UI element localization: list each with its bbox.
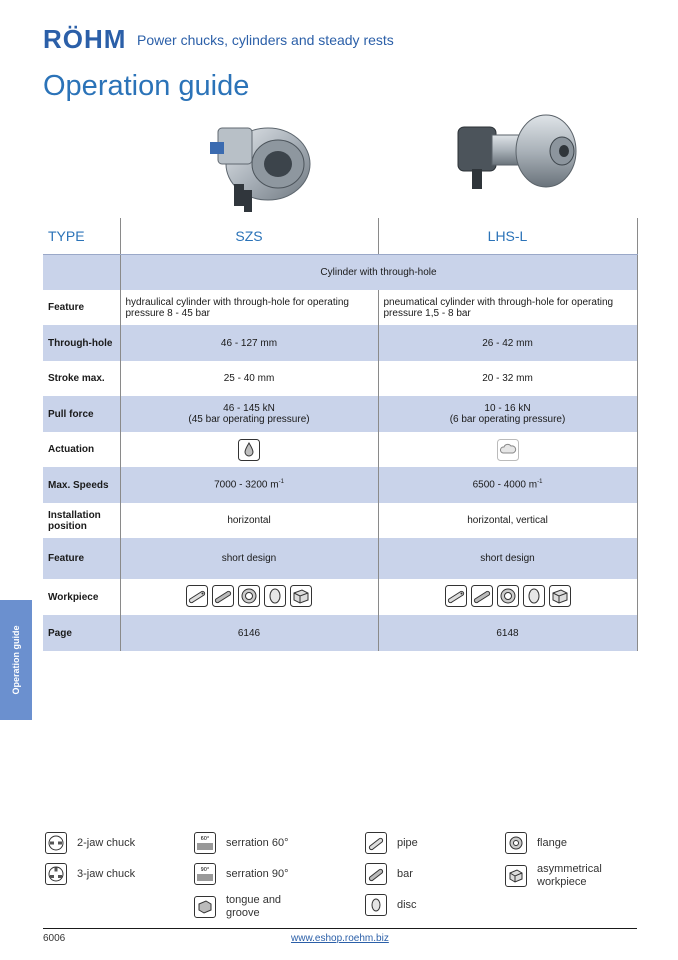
row-label: Workpiece: [43, 579, 120, 615]
legend-item: [45, 832, 135, 854]
lhs-l-product-image: [450, 113, 582, 197]
disc-icon: [365, 894, 387, 916]
row-label: Through-hole: [43, 325, 120, 361]
legend: [45, 832, 645, 922]
table-row: [43, 432, 637, 467]
table-row: [43, 290, 637, 325]
szs-feature: hydraulical cylinder with through-hole for operating pressure 8 - 45 bar: [120, 290, 378, 325]
table-row: [43, 579, 637, 615]
legend-label: serration 60°: [226, 836, 289, 849]
lhs-speed: [378, 467, 637, 503]
type-label: TYPE: [43, 218, 120, 254]
category-cell: Cylinder with through-hole: [120, 254, 637, 290]
row-label: Installation position: [43, 503, 120, 538]
serration-90-icon: [194, 863, 216, 885]
row-label: Actuation: [43, 432, 120, 467]
szs-stroke: 25 - 40 mm: [120, 361, 378, 396]
pipe-icon: [445, 585, 467, 607]
table-row: [43, 538, 637, 579]
lhs-pull-force-note: (6 bar operating pressure): [449, 414, 566, 425]
legend-label: asymmetrical workpiece: [537, 863, 602, 888]
szs-pull-force-note: (45 bar operating pressure): [188, 414, 310, 425]
row-label: Feature: [43, 290, 120, 325]
table-row: [43, 615, 637, 651]
lhs-speed-value: 6500 - 4000 m: [472, 479, 538, 491]
lhs-design: short design: [378, 538, 637, 579]
legend-label: bar: [397, 867, 413, 880]
bar-icon: [471, 585, 493, 607]
legend-label: pipe: [397, 836, 418, 849]
footer-divider: [43, 928, 637, 929]
lhs-speed-unit-exponent: -1: [537, 479, 543, 486]
szs-workpiece-icons: [186, 585, 312, 607]
legend-item: [365, 863, 413, 885]
lhs-feature: pneumatical cylinder with through-hole for operating pressure 1,5 - 8 bar: [378, 290, 637, 325]
asymmetrical-workpiece-icon: [505, 865, 527, 887]
lhs-pull-force: [378, 396, 637, 432]
column-lhs-l: LHS-L: [378, 218, 637, 254]
table-row: [43, 503, 637, 538]
column-szs: SZS: [120, 218, 378, 254]
brand-logo: RÖHM: [43, 24, 127, 54]
asymmetrical-workpiece-icon: [549, 585, 571, 607]
szs-design: short design: [120, 538, 378, 579]
disc-icon: [264, 585, 286, 607]
flange-icon: [238, 585, 260, 607]
lhs-installation: horizontal, vertical: [378, 503, 637, 538]
bar-icon: [212, 585, 234, 607]
legend-label: flange: [537, 836, 567, 849]
legend-label: tongue and groove: [226, 894, 282, 919]
row-label: Stroke max.: [43, 361, 120, 396]
legend-item: [365, 832, 418, 854]
operation-guide-table: [43, 218, 638, 651]
side-tab-operation-guide[interactable]: [0, 600, 32, 720]
lhs-workpiece-icons: [445, 585, 571, 607]
pneumatic-cloud-icon: [497, 439, 519, 461]
legend-item: [194, 894, 290, 920]
szs-product-image: [196, 114, 314, 218]
flange-icon: [505, 832, 527, 854]
table-row: [43, 254, 637, 290]
asymmetrical-workpiece-icon: [290, 585, 312, 607]
table-row: [43, 361, 637, 396]
table-row: [43, 467, 637, 503]
legend-item: [45, 863, 135, 885]
lhs-pull-force-value: 10 - 16 kN: [484, 403, 531, 414]
pipe-icon: [186, 585, 208, 607]
legend-item: [365, 894, 417, 916]
tongue-groove-icon: [194, 896, 216, 918]
serration-60-icon: [194, 832, 216, 854]
page-title: Operation guide: [43, 70, 250, 102]
2-jaw-chuck-icon: [45, 832, 67, 854]
lhs-stroke: 20 - 32 mm: [378, 361, 637, 396]
side-tab-label: Operation guide: [11, 625, 21, 695]
row-label: Max. Speeds: [43, 467, 120, 503]
serration-60-icon-label: 60°: [200, 836, 210, 842]
szs-speed-unit-exponent: -1: [278, 479, 284, 486]
bar-icon: [365, 863, 387, 885]
lhs-page: 6148: [378, 615, 637, 651]
table-row: [43, 325, 637, 361]
3-jaw-chuck-icon: [45, 863, 67, 885]
row-label: Feature: [43, 538, 120, 579]
page-number: 6006: [43, 933, 66, 944]
legend-item: [194, 863, 289, 885]
legend-item: [194, 832, 289, 854]
szs-pull-force-value: 46 - 145 kN: [223, 403, 275, 414]
szs-pull-force: [120, 396, 378, 432]
row-label: Pull force: [43, 396, 120, 432]
table-header-row: [43, 218, 637, 254]
flange-icon: [497, 585, 519, 607]
legend-label: 3-jaw chuck: [77, 867, 136, 880]
disc-icon: [523, 585, 545, 607]
lhs-through-hole: 26 - 42 mm: [378, 325, 637, 361]
legend-label: disc: [397, 898, 417, 911]
szs-through-hole: 46 - 127 mm: [120, 325, 378, 361]
legend-item: [505, 863, 611, 889]
szs-page: 6146: [120, 615, 378, 651]
szs-speed: [120, 467, 378, 503]
row-label: Page: [43, 615, 120, 651]
pipe-icon: [365, 832, 387, 854]
hydraulic-drop-icon: [238, 439, 260, 461]
legend-label: 2-jaw chuck: [77, 836, 136, 849]
szs-speed-value: 7000 - 3200 m: [214, 479, 279, 491]
legend-item: [505, 832, 567, 854]
header-subtitle: Power chucks, cylinders and steady rests: [137, 32, 394, 48]
table-row: [43, 396, 637, 432]
legend-label: serration 90°: [226, 867, 289, 880]
szs-installation: horizontal: [120, 503, 378, 538]
serration-90-icon-label: 90°: [200, 867, 210, 873]
eshop-link[interactable]: www.eshop.roehm.biz: [291, 933, 389, 944]
